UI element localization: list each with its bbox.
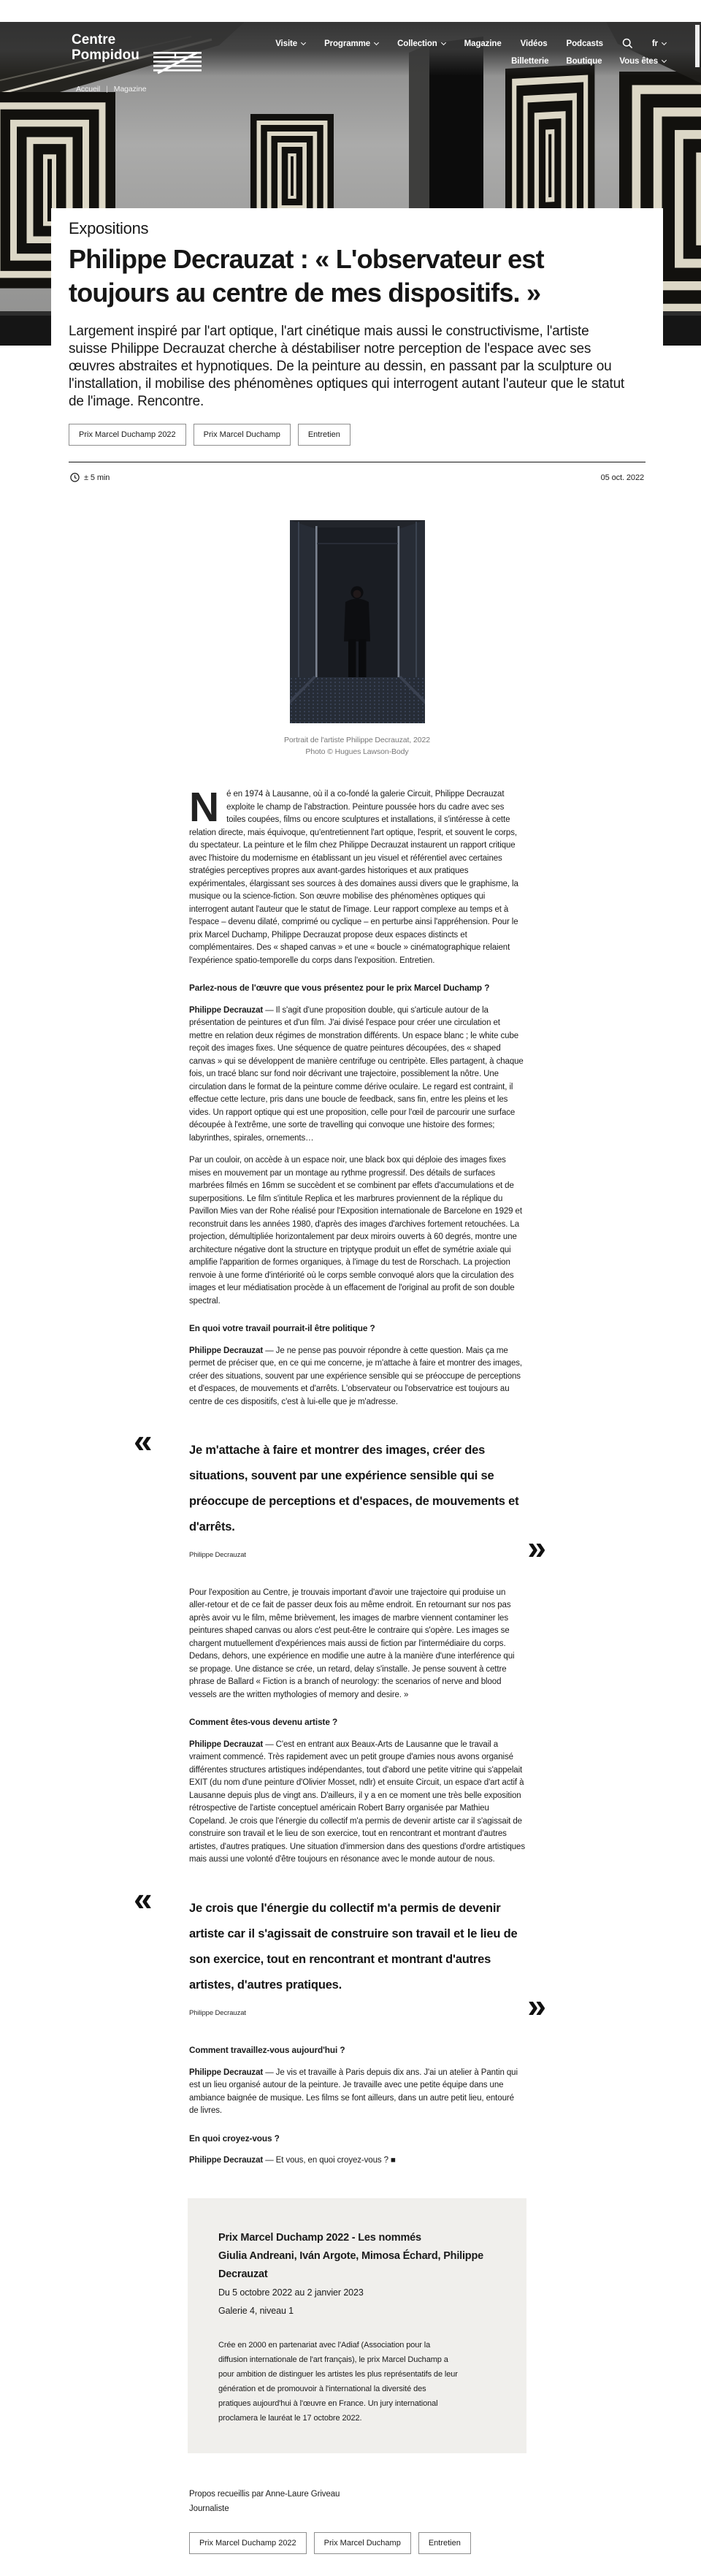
utility-item-boutique[interactable]: Boutique bbox=[566, 57, 602, 66]
breadcrumb-separator: | bbox=[106, 85, 108, 94]
exhibition-infobox bbox=[188, 2198, 526, 2453]
photo-caption bbox=[69, 734, 646, 758]
breadcrumb-link-magazine[interactable]: Magazine bbox=[113, 85, 147, 94]
interview-question: Comment travaillez-vous aujourd'hui ? bbox=[189, 2045, 345, 2055]
tag-prix-marcel-duchamp[interactable]: Prix Marcel Duchamp bbox=[314, 2532, 411, 2554]
speaker-name: Philippe Decrauzat bbox=[189, 1005, 264, 1015]
tag-prix-marcel-duchamp-2022[interactable]: Prix Marcel Duchamp 2022 bbox=[189, 2532, 307, 2554]
article-meta bbox=[69, 462, 646, 482]
speaker-name: Philippe Decrauzat bbox=[189, 1346, 264, 1355]
interview-question: Comment êtes-vous devenu artiste ? bbox=[189, 1717, 338, 1727]
interview-question: Parlez-nous de l'œuvre que vous présentez pour le prix Marcel Duchamp ? bbox=[189, 983, 490, 993]
pull-quote-text: Je crois que l'énergie du collectif m'a permis de devenir artiste car il s'agissait de construire son travail et le lieu de son exercice, tout en rencontrant et montrant d'autres artistes, d'autres pratiques. bbox=[189, 1901, 518, 1992]
lead-paragraph: Né en 1974 à Lausanne, où il a co-fondé la galerie Circuit, Philippe Decrauzat exploite le champ de l'abstraction. Peinture poussée hors du cadre avec ses toiles coupées, films ou encore sculptures et installations, il s'intéresse à cette relation directe, mais équivoque, qu'entretiennent l'art optique, l'esprit, et souvent le corps, du spectateur. La peinture et le film chez Philippe Decrauzat instaurent un rapport critique avec l'histoire du modernisme en établissant un jeu visuel et référentiel avec certaines stratégies perceptives propres aux avant-gardes historiques et aux pratiques expérimentales, élargissant ses sources à des domaines aussi divers que le graphisme, la musique ou la science-fiction. Son œuvre mobilise des phénomènes optiques qui interrogent autant l'auteur que le statut de l'image. Leur rapport complexe au temps et à l'espace – devenu dilaté, comprimé ou cyclique – en perturbe ainsi l'appréhension. Pour le prix Marcel Duchamp, Philippe Decrauzat propose deux espaces distincts et complémentaires. Des « shaped canvas » et une « boucle » cinématographique relaient l'expérience spatio-temporelle du corps dans l'exposition. Entretien. bbox=[189, 784, 518, 965]
interview-answer: Philippe Decrauzat — Je ne pense pas pouvoir répondre à cette question. Mais ça me permet de préciser que, en ce qui me concerne, je m'attache à faire et montrer des images, créer des situations, souvent par une expérience sensible qui se préoccupe de perceptions et d'espaces, de mouvements et d'arrêts. L'observateur ou l'observatrice est toujours au centre de ces dispositifs, c'est à lui-elle que je m'adresse. bbox=[189, 1346, 522, 1406]
tag-entretien[interactable]: Entretien bbox=[418, 2532, 471, 2554]
author-credit bbox=[189, 2487, 525, 2516]
credit-role: Journaliste bbox=[189, 2504, 229, 2513]
infobox-dates: Du 5 octobre 2022 au 2 janvier 2023 bbox=[218, 2287, 364, 2298]
portrait-photo bbox=[290, 520, 425, 723]
read-time bbox=[70, 473, 110, 482]
logo-text-line2: Pompidou bbox=[72, 47, 139, 63]
caption-line1: Portrait de l'artiste Philippe Decrauzat, 2022 bbox=[284, 736, 430, 744]
nav-item-programme[interactable]: Programme bbox=[324, 39, 378, 48]
language-selector[interactable]: fr bbox=[652, 39, 666, 48]
interview-answer: Philippe Decrauzat — C'est en entrant aux Beaux-Arts de Lausanne que le travail a vraiment commencé. Très rapidement avec un petit groupe d'amies nous avons organisé différentes structures artistiques indépendantes, tout d'abord une petite vitrine qui s'appelait EXIT (du nom d'une peinture d'Olivier Mosset, ndlr) et ensuite Circuit, un espace d'art actif à Lausanne depuis plus de vingt ans. D'ailleurs, il y a en ce moment une très belle exposition rétrospective de l'artiste conceptuel américain Robert Barry organisée par Mathieu Copeland. Je crois que l'énergie du collectif m'a permis de devenir artiste car il s'agissait de construire son travail et le lieu de son exercice, tout en rencontrant et montrant d'autres artistes, d'autres pratiques. Une situation d'immersion dans des questions d'ordre artistiques mais aussi une volonté d'être toujours en résonance avec le monde autour de nous. bbox=[189, 1739, 525, 1864]
nav-item-magazine[interactable]: Magazine bbox=[464, 39, 502, 48]
pull-quote bbox=[134, 1422, 544, 1566]
logo-text-line1: Centre bbox=[72, 32, 116, 47]
interview-question: En quoi croyez-vous ? bbox=[189, 2133, 280, 2144]
close-quote-mark: » bbox=[527, 1528, 544, 1566]
open-quote-mark: « bbox=[134, 1879, 150, 1918]
main-nav bbox=[275, 38, 666, 49]
chevron-down-icon bbox=[662, 39, 667, 45]
interview-answer: Philippe Decrauzat — Je vis et travaille à Paris depuis dix ans. J'ai un atelier à Pantin qui est un lieu organisé autour de la peinture. Je travaille avec une petite équipe dans une ambiance baignée de musique. Les films se font ailleurs, dans un autre petit lieu, entouré de livres. bbox=[189, 2068, 518, 2115]
chevron-down-icon bbox=[301, 39, 306, 45]
utility-item-vous-etes[interactable]: Vous êtes bbox=[619, 57, 666, 66]
pull-quote-attribution: Philippe Decrauzat bbox=[189, 1551, 246, 1559]
chevron-down-icon bbox=[662, 58, 667, 63]
pull-quote-text: Je m'attache à faire et montrer des images, créer des situations, souvent par une expérience sensible qui se préoccupe de perceptions et d'espaces, de mouvements et d'arrêts. bbox=[189, 1444, 519, 1533]
search-icon[interactable] bbox=[622, 38, 633, 49]
article-title: Philippe Decrauzat : « L'observateur est toujours au centre de mes dispositifs. » bbox=[69, 244, 544, 308]
body-paragraph: Pour l'exposition au Centre, je trouvais important d'avoir une trajectoire qui produise un aller-retour et de ce fait de passer deux fois au même endroit. En retournant sur nos pas après avoir vu le film, même brièvement, les images de marbre viennent contaminer les peintures shaped canvas ou alors c'est peut-être le contraire qui s'opère. Les images se chargent mutuellement d'expériences mais aussi de fiction par l'intermédiaire du corps. Dedans, dehors, une expérience en modifie une autre à la manière d'une interférence qui se propage. Une distance se crée, un retard, delay s'installe. Je pense souvent à cettre phrase de Ballard « Fiction is a branch of neurology: the scenarios of nerve and blood vessels are the written mythologies of memory and desire. » bbox=[189, 1588, 515, 1699]
close-quote-mark: » bbox=[527, 1986, 544, 2024]
speaker-name: Philippe Decrauzat bbox=[189, 2068, 264, 2077]
nav-item-videos[interactable]: Vidéos bbox=[520, 39, 548, 48]
nav-item-collection[interactable]: Collection bbox=[397, 39, 445, 48]
utility-item-billetterie[interactable]: Billetterie bbox=[511, 57, 549, 66]
nav-item-podcasts[interactable]: Podcasts bbox=[566, 39, 603, 48]
tag-prix-marcel-duchamp-2022[interactable]: Prix Marcel Duchamp 2022 bbox=[69, 424, 186, 446]
publish-date: 05 oct. 2022 bbox=[600, 473, 644, 482]
article-tags-bottom bbox=[189, 2532, 525, 2554]
pull-quote bbox=[134, 1879, 544, 2024]
tag-prix-marcel-duchamp[interactable]: Prix Marcel Duchamp bbox=[194, 424, 291, 446]
interview-answer: Philippe Decrauzat — Il s'agit d'une proposition double, qui s'articule autour de la présentation de peintures et d'un film. J'ai divisé l'espace pour créer une circulation et mettre en relation deux régimes de monstration différents. Un espace blanc ; le white cube reçoit des images fixes. Une séquence de quatre peintures découpées, des « shaped canvas » qui se développent de manière centrifuge ou centripète. Elles partagent, à chaque fois, un tracé blanc sur fond noir décrivant une trajectoire, possiblement la nôtre. Une circulation dans le format de la peinture comme dérive oculaire. Le regard est contraint, il effectue cette lecture, pris dans une boucle de feedback, sans fin, entre les pleins et les vides. Un rapport optique qui est une proposition, celle pour l'œil de parcourir une surface découpée à l'extrême, une sorte de travelling qui convoque une histoire des formes; labyrinthes, spirales, ornements… bbox=[189, 1005, 524, 1143]
open-quote-mark: « bbox=[134, 1422, 150, 1460]
chevron-down-icon bbox=[441, 39, 446, 45]
utility-nav bbox=[511, 57, 666, 66]
interview-question: En quoi votre travail pourrait-il être politique ? bbox=[189, 1323, 375, 1333]
infobox-artists: Giulia Andreani, Iván Argote, Mimosa Échard, Philippe Decrauzat bbox=[218, 2249, 483, 2280]
article-kicker: Expositions bbox=[69, 219, 149, 237]
credit-text: Propos recueillis par Anne-Laure Griveau bbox=[189, 2489, 340, 2499]
drop-cap: N bbox=[189, 784, 220, 831]
breadcrumb-link-accueil[interactable]: Accueil bbox=[76, 85, 101, 94]
nav-item-visite[interactable]: Visite bbox=[275, 39, 305, 48]
clock-icon bbox=[70, 473, 80, 482]
portrait-figure bbox=[69, 520, 646, 758]
scrollbar-thumb[interactable] bbox=[695, 25, 700, 67]
article-tags-top bbox=[69, 424, 646, 446]
pull-quote-attribution: Philippe Decrauzat bbox=[189, 2008, 246, 2017]
article-card bbox=[51, 208, 663, 2576]
infobox-description: Crée en 2000 en partenariat avec l'Adiaf (Association pour la diffusion internationale de l'art français), le prix Marcel Duchamp a pour ambition de distinguer les artistes les plus représentatifs de leur génération et de promouvoir à l'international la diversité des pratiques aujourd'hui à l'œuvre en France. Un jury international proclamera le lauréat le 17 octobre 2022. bbox=[218, 2340, 458, 2423]
site-logo[interactable] bbox=[72, 32, 139, 63]
read-time-label: ± 5 min bbox=[84, 473, 110, 482]
speaker-name: Philippe Decrauzat bbox=[189, 2156, 264, 2165]
chevron-down-icon bbox=[374, 39, 379, 45]
body-paragraph: Par un couloir, on accède à un espace noir, une black box qui déploie des images fixes mises en mouvement par un montage au rythme progressif. Des détails de surfaces marbrées filmés en 16mm se succèdent et se combinent par effets d'accumulations et de superpositions. Le film s'intitule Replica et les marbrures proviennent de la réplique du Pavillon Mies van der Rohe réalisé pour l'Exposition internationale de Barcelone en 1929 et reconstruit dans les années 1980, d'après des images d'archives fortement retouchées. La projection, démultipliée horizontalement par deux miroirs ouverts à 60 degrés, montre une architecture négative dont la structure en triptyque produit un effet de symétrie axiale qui amplifie l'apparition de formes organiques, à l'image du test de Rorschach. La projection renvoie à une forme d'intériorité où le corps semble convoqué alors que la circulation des images et leur médiatisation procède à un effacement de l'original au profit de son double spectral. bbox=[189, 1156, 522, 1306]
breadcrumb bbox=[76, 85, 147, 94]
site-header bbox=[0, 22, 701, 76]
article-intro: Largement inspiré par l'art optique, l'art cinétique mais aussi le constructivisme, l'artiste suisse Philippe Decrauzat cherche à déstabiliser notre perception de l'espace avec ses œuvres abstraites et hypnotiques. De la peinture au dessin, en passant par la sculpture ou l'installation, il mobilise des phénomènes optiques qui interrogent autant l'auteur que le statut de l'image. Rencontre. bbox=[69, 324, 625, 409]
infobox-location: Galerie 4, niveau 1 bbox=[218, 2305, 294, 2316]
speaker-name: Philippe Decrauzat bbox=[189, 1739, 264, 1749]
caption-line2: Photo © Hugues Lawson-Body bbox=[305, 747, 409, 756]
article-body bbox=[134, 784, 544, 2168]
article-footer bbox=[189, 2198, 525, 2554]
infobox-title: Prix Marcel Duchamp 2022 - Les nommés bbox=[218, 2231, 421, 2244]
tag-entretien[interactable]: Entretien bbox=[298, 424, 350, 446]
interview-answer: Philippe Decrauzat — Et vous, en quoi croyez-vous ? ■ bbox=[189, 2156, 396, 2165]
pompidou-logo-icon bbox=[153, 51, 202, 75]
